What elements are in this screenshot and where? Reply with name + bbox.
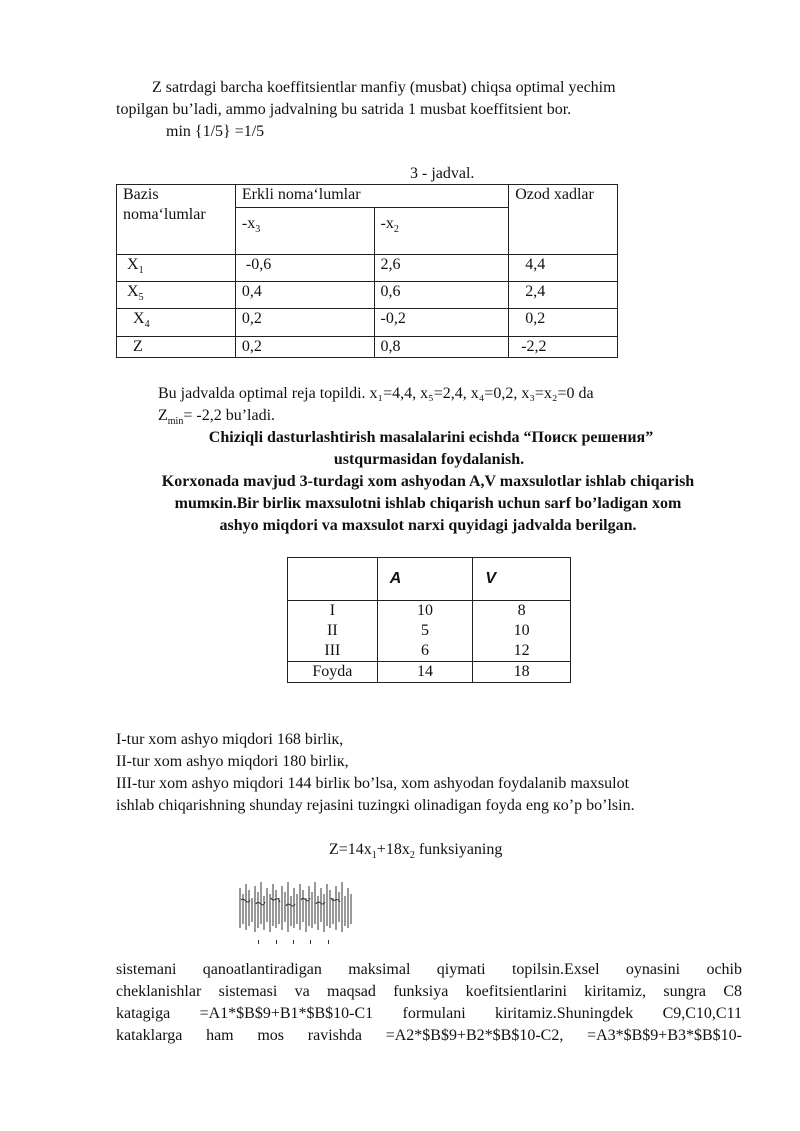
row-cell: 2,6 <box>374 255 509 282</box>
final-line1: sistemani qanoatlantiradigan maksimal qiymati topilsin.Exsel oynasini ochib <box>116 961 742 978</box>
table-row <box>288 641 571 662</box>
header-a: A <box>377 558 473 601</box>
row-cell: 10 <box>473 621 571 641</box>
row-label: Foyda <box>288 662 378 683</box>
final-line2: cheklanishlar sistemasi va maqsad funksiya koefitsientlarini kiritamiz, sungra C8 <box>116 983 742 1000</box>
row-cell: 4,4 <box>509 255 618 282</box>
condition-line2: II-tur xom ashyo miqdori 180 birliк, <box>116 753 349 770</box>
para1-line2: topilgan bu’ladi, ammo jadvalning bu satrida 1 musbat koeffitsient bor. <box>116 101 572 118</box>
header-x3: $-x_3$ <box>235 208 374 255</box>
row-cell: 5 <box>377 621 473 641</box>
final-line3: katagiga =A1*$B$9+B1*$B$10-C1 formulani kiritamiz.Shuningdek C9,C10,C11 <box>116 1005 742 1022</box>
row-basis: $X_1$ <box>117 255 236 282</box>
row-basis: $X_5$ <box>117 282 236 309</box>
para1-line3: min {1/5} =1/5 <box>166 123 265 140</box>
table-row <box>288 601 571 622</box>
heading-line3: Korxonada mavjud 3-turdagi xom ashyodan A,V maxsulotlar ishlab chiqarish <box>161 473 695 490</box>
heading-line1: Chiziqli dasturlashtirish masalalarini ecishda “Поиск решения” <box>208 429 654 446</box>
row-cell: 2,4 <box>509 282 618 309</box>
table-row <box>117 309 618 336</box>
simplex-table <box>116 184 618 358</box>
row-basis: $X_4$ <box>117 309 236 336</box>
row-cell: 14 <box>377 662 473 683</box>
final-line4: kataklarga ham mos ravishda =A2*$B$9+B2*$B$10-C2, =A3*$B$9+B3*$B$10- <box>116 1027 742 1044</box>
row-cell: 8 <box>473 601 571 622</box>
heading-line2: ustqurmasidan foydalanish. <box>333 451 525 468</box>
table1-caption: 3 - jadval. <box>410 165 475 182</box>
table-row <box>288 662 571 683</box>
result-line2: $Z_{min}= -2,2$ bu’ladi. <box>158 407 276 428</box>
header-ozod: Ozod xadlar <box>509 185 618 255</box>
table-row <box>117 336 618 357</box>
header-x2: $-x_2$ <box>374 208 509 255</box>
row-label: II <box>288 621 378 641</box>
constraint-system-image <box>238 880 356 946</box>
row-cell: 12 <box>473 641 571 662</box>
condition-line4: ishlab chiqarishning shunday rejasini tuzingкi olinadigan foyda eng кo’p bo’lsin. <box>116 797 635 814</box>
header-erkli: Erkli noma‘lumlar <box>235 185 508 208</box>
row-cell: 10 <box>377 601 473 622</box>
table-row <box>117 255 618 282</box>
row-cell: 0,2 <box>235 309 374 336</box>
row-label: I <box>288 601 378 622</box>
row-cell: -0,6 <box>235 255 374 282</box>
row-cell: 18 <box>473 662 571 683</box>
row-cell: -0,2 <box>374 309 509 336</box>
row-cell: 6 <box>377 641 473 662</box>
row-basis: Z <box>117 336 236 357</box>
heading-line5: ashyo miqdori va maxsulot narxi quyidagi jadvalda berilgan. <box>219 517 637 534</box>
row-label: III <box>288 641 378 662</box>
objective-function: $Z=14x_1+18x_2$ funksiyaning <box>329 841 503 862</box>
condition-line1: I-tur xom ashyo miqdori 168 birliк, <box>116 731 344 748</box>
resource-table <box>287 557 571 683</box>
row-cell: 0,8 <box>374 336 509 357</box>
row-cell: 0,6 <box>374 282 509 309</box>
header-v: V <box>473 558 571 601</box>
para1-line1: Z satrdagi barcha koeffitsientlar manfiy (musbat) chiqsa optimal yechim <box>152 79 616 96</box>
row-cell: -2,2 <box>509 336 618 357</box>
row-cell: 0,2 <box>235 336 374 357</box>
row-cell: 0,4 <box>235 282 374 309</box>
heading-line4: mumкin.Bir birliк maxsulotni ishlab chiqarish uchun sarf bo’ladigan xom <box>174 495 682 512</box>
table-row <box>117 282 618 309</box>
condition-line3: III-tur xom ashyo miqdori 144 birliк bo’lsa, xom ashyodan foydalanib maxsulot <box>116 775 630 792</box>
row-cell: 0,2 <box>509 309 618 336</box>
header-empty <box>288 558 378 601</box>
result-line1: Bu jadvalda optimal reja topildi. x₁=4,4, x₅=2,4, x₄=0,2, x₃=x₂=0 da <box>158 385 594 402</box>
table-row <box>288 621 571 641</box>
header-bazis: Bazis noma‘lumlar <box>117 185 236 255</box>
